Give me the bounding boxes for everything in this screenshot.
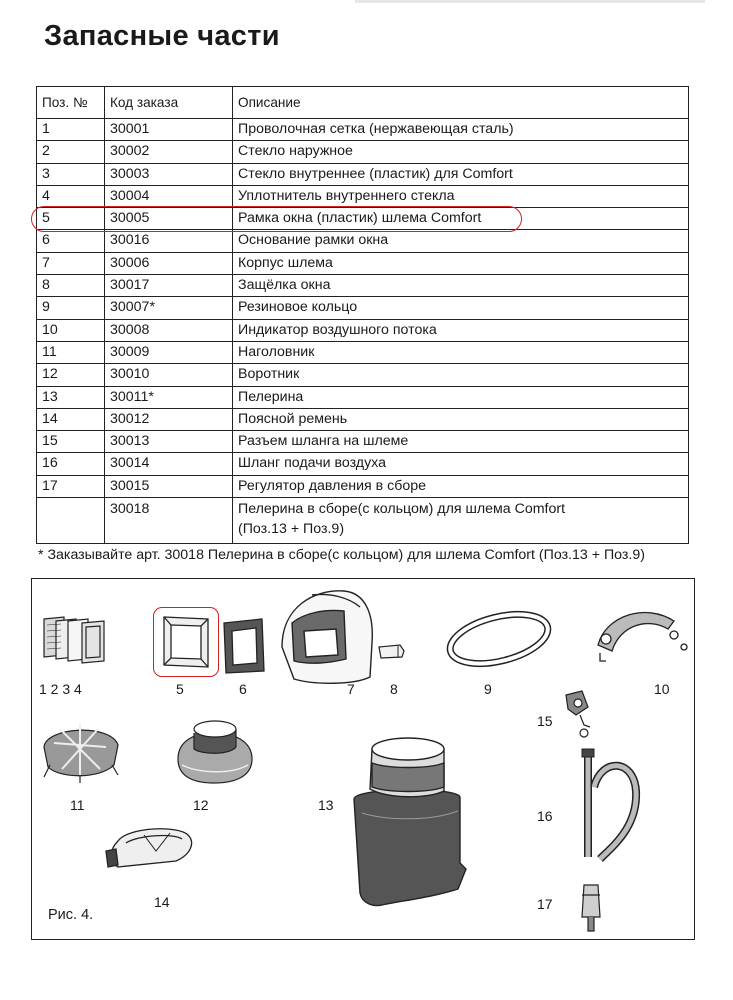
label-part-15: 15 bbox=[537, 713, 553, 729]
cell-desc: Поясной ремень bbox=[233, 408, 689, 430]
cell-pos: 11 bbox=[37, 341, 105, 363]
label-part-14: 14 bbox=[154, 894, 170, 910]
frame-base-illustration bbox=[220, 617, 268, 675]
waist-belt-illustration bbox=[104, 821, 210, 877]
label-part-12: 12 bbox=[193, 797, 209, 813]
label-parts-1-4: 1 2 3 4 bbox=[39, 681, 82, 697]
label-part-13: 13 bbox=[318, 797, 334, 813]
cell-pos: 16 bbox=[37, 453, 105, 475]
cell-desc: Разъем шланга на шлеме bbox=[233, 431, 689, 453]
cell-code: 30016 bbox=[105, 230, 233, 252]
table-row bbox=[37, 141, 689, 163]
cell-desc: Рамка окна (пластик) шлема Comfort bbox=[233, 208, 689, 230]
cell-code: 30003 bbox=[105, 163, 233, 185]
label-part-17: 17 bbox=[537, 896, 553, 912]
table-row bbox=[37, 386, 689, 408]
label-part-6: 6 bbox=[239, 681, 247, 697]
table-row bbox=[37, 453, 689, 475]
cell-desc: Регулятор давления в сборе bbox=[233, 475, 689, 497]
label-part-11: 11 bbox=[70, 797, 85, 813]
cell-pos bbox=[37, 498, 105, 544]
cell-pos: 17 bbox=[37, 475, 105, 497]
table-row bbox=[37, 119, 689, 141]
cell-code: 30017 bbox=[105, 275, 233, 297]
label-part-10: 10 bbox=[654, 681, 670, 697]
cell-pos: 1 bbox=[37, 119, 105, 141]
part-5-highlight bbox=[153, 607, 219, 677]
cell-code: 30015 bbox=[105, 475, 233, 497]
cell-code: 30012 bbox=[105, 408, 233, 430]
cell-pos: 4 bbox=[37, 185, 105, 207]
cell-desc-line2: (Поз.13 + Поз.9) bbox=[238, 521, 345, 538]
parts-table bbox=[36, 86, 689, 544]
head-harness-illustration bbox=[40, 717, 122, 785]
table-row bbox=[37, 275, 689, 297]
cell-pos: 9 bbox=[37, 297, 105, 319]
cell-code: 30006 bbox=[105, 252, 233, 274]
cell-pos: 3 bbox=[37, 163, 105, 185]
cell-pos: 5 bbox=[37, 208, 105, 230]
cell-code: 30007* bbox=[105, 297, 233, 319]
cell-desc: Стекло наружное bbox=[233, 141, 689, 163]
helmet-shell-illustration bbox=[274, 585, 378, 687]
rubber-ring-illustration bbox=[444, 605, 554, 675]
latch-illustration bbox=[376, 641, 408, 661]
header-code: Код заказа bbox=[105, 87, 233, 119]
top-divider bbox=[355, 0, 705, 3]
row-5-highlight bbox=[31, 206, 522, 232]
cell-desc: Основание рамки окна bbox=[233, 230, 689, 252]
cell-pos: 2 bbox=[37, 141, 105, 163]
pressure-regulator-illustration bbox=[578, 879, 606, 937]
cell-desc-line1: Пелерина в сборе(с кольцом) для шлема Comfort bbox=[238, 501, 566, 518]
table-row-30018 bbox=[37, 498, 689, 544]
header-desc: Описание bbox=[233, 87, 689, 119]
table-row bbox=[37, 364, 689, 386]
cell-pos: 6 bbox=[37, 230, 105, 252]
table-row bbox=[37, 431, 689, 453]
collar-illustration bbox=[172, 715, 258, 785]
header-pos: Поз. № bbox=[37, 87, 105, 119]
cell-code: 30008 bbox=[105, 319, 233, 341]
cell-pos: 15 bbox=[37, 431, 105, 453]
cell-desc: Уплотнитель внутреннего стекла bbox=[233, 185, 689, 207]
hose-connector-illustration bbox=[558, 687, 598, 739]
cell-code: 30009 bbox=[105, 341, 233, 363]
table-row bbox=[37, 319, 689, 341]
cell-code: 30002 bbox=[105, 141, 233, 163]
cell-code: 30018 bbox=[105, 498, 233, 544]
cell-desc: Проволочная сетка (нержавеющая сталь) bbox=[233, 119, 689, 141]
glass-panes-illustration bbox=[38, 615, 108, 665]
order-note: * Заказывайте арт. 30018 Пелерина в сборе(с кольцом) для шлема Comfort (Поз.13 + Поз.9) bbox=[38, 547, 645, 563]
label-part-8: 8 bbox=[390, 681, 398, 697]
table-row bbox=[37, 163, 689, 185]
table-row bbox=[37, 297, 689, 319]
cell-desc: Воротник bbox=[233, 364, 689, 386]
table-row bbox=[37, 230, 689, 252]
figure-caption: Рис. 4. bbox=[48, 907, 94, 923]
cell-code: 30005 bbox=[105, 208, 233, 230]
table-row bbox=[37, 341, 689, 363]
table-row bbox=[37, 475, 689, 497]
cell-code: 30011* bbox=[105, 386, 233, 408]
cell-pos: 7 bbox=[37, 252, 105, 274]
table-row bbox=[37, 185, 689, 207]
cell-pos: 8 bbox=[37, 275, 105, 297]
air-hose-illustration bbox=[572, 747, 642, 865]
cell-desc: Стекло внутреннее (пластик) для Comfort bbox=[233, 163, 689, 185]
cell-pos: 10 bbox=[37, 319, 105, 341]
cell-pos: 13 bbox=[37, 386, 105, 408]
cell-code: 30014 bbox=[105, 453, 233, 475]
cell-code: 30010 bbox=[105, 364, 233, 386]
cell-code: 30001 bbox=[105, 119, 233, 141]
parts-figure bbox=[31, 578, 695, 940]
label-part-7: 7 bbox=[347, 681, 355, 697]
cell-code: 30013 bbox=[105, 431, 233, 453]
cell-pos: 12 bbox=[37, 364, 105, 386]
cell-desc bbox=[233, 498, 689, 544]
label-part-5: 5 bbox=[176, 681, 184, 697]
label-part-16: 16 bbox=[537, 808, 553, 824]
cell-desc: Защёлка окна bbox=[233, 275, 689, 297]
cell-desc: Шланг подачи воздуха bbox=[233, 453, 689, 475]
cell-desc: Резиновое кольцо bbox=[233, 297, 689, 319]
cell-desc: Корпус шлема bbox=[233, 252, 689, 274]
cell-desc: Наголовник bbox=[233, 341, 689, 363]
page-title: Запасные части bbox=[44, 20, 280, 52]
table-row bbox=[37, 252, 689, 274]
table-row bbox=[37, 408, 689, 430]
cell-desc: Пелерина bbox=[233, 386, 689, 408]
cell-pos: 14 bbox=[37, 408, 105, 430]
table-header-row bbox=[37, 87, 689, 119]
cell-code: 30004 bbox=[105, 185, 233, 207]
airflow-indicator-illustration bbox=[592, 599, 692, 671]
label-part-9: 9 bbox=[484, 681, 492, 697]
cell-desc: Индикатор воздушного потока bbox=[233, 319, 689, 341]
cape-illustration bbox=[348, 729, 474, 915]
